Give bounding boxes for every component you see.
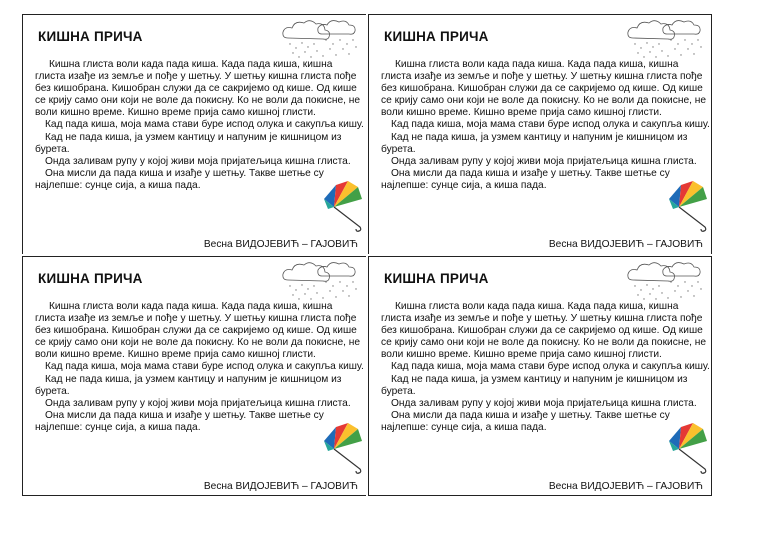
story-paragraph: Онда заливам рупу у којој живи моја пријатељица кишна глиста. [45,397,351,409]
story-paragraph: Кад не пада киша, ја узмем кантицу и напуним је кишницом из бурета. [381,373,688,397]
umbrella-icon [320,419,364,475]
story-body [35,59,365,192]
story-title: КИШНА ПРИЧА [38,271,143,286]
story-paragraph: Кишна глиста воли када пада киша. Када пада киша, кишна глиста изађе из земље и пође у шетњу. У шетњу кишна глиста пође без кишобрана. Кишобран служи да се сакријемо од кише. Од кише се крију само они који не воле да покисну. Ко не воли да покисне, не воли кишно време. Кишно време прија само кишној глисти. [35,59,361,119]
story-body [35,301,365,434]
story-paragraph: Кад пада киша, моја мама стави буре испод олука и сакупља кишу. [45,361,364,373]
story-card-1 [22,14,366,254]
rain-cloud-icon [278,18,362,62]
rain-cloud-icon [623,260,707,304]
story-body [381,59,711,192]
story-card-3 [22,256,366,496]
story-title: КИШНА ПРИЧА [384,29,489,44]
story-author: Весна ВИДОЈЕВИЋ – ГАЈОВИЋ [203,481,358,492]
story-card-4 [368,256,712,496]
story-paragraph: Кад пада киша, моја мама стави буре испод олука и сакупља кишу. [391,119,710,131]
story-paragraph: Кишна глиста воли када пада киша. Када пада киша, кишна глиста изађе из земље и пође у шетњу. У шетњу кишна глиста пође без кишобрана. Кишобран служи да се сакријемо од кише. Од кише се крију само они који не воле да покисну. Ко не воли да покисне, не воли кишно време. Кишно време прија само кишној глисти. [381,59,707,119]
story-body [381,301,711,434]
story-author: Весна ВИДОЈЕВИЋ – ГАЈОВИЋ [548,481,703,492]
print-sheet [22,14,714,498]
story-paragraph: Онда заливам рупу у којој живи моја пријатељица кишна глиста. [391,155,697,167]
umbrella-icon [320,177,364,233]
story-paragraph: Кишна глиста воли када пада киша. Када пада киша, кишна глиста изађе из земље и пође у шетњу. У шетњу кишна глиста пође без кишобрана. Кишобран служи да се сакријемо од кише. Од кише се крију само они који не воле да покисну. Ко не воли да покисне, не воли кишно време. Кишно време прија само кишној глисти. [35,301,361,361]
story-paragraph: Кад не пада киша, ја узмем кантицу и напуним је кишницом из бурета. [35,131,342,155]
story-paragraph: Кишна глиста воли када пада киша. Када пада киша, кишна глиста изађе из земље и пође у шетњу. У шетњу кишна глиста пође без кишобрана. Кишобран служи да се сакријемо од кише. Од кише се крију само они који не воле да покисну. Ко не воли да покисне, не воли кишно време. Кишно време прија само кишној глисти. [381,301,707,361]
story-paragraph: Она мисли да пада киша и изађе у шетњу. Такве шетње су најлепше: сунце сија, а киша пада. [35,167,324,191]
story-paragraph: Онда заливам рупу у којој живи моја пријатељица кишна глиста. [45,155,351,167]
story-author: Весна ВИДОЈЕВИЋ – ГАЈОВИЋ [203,239,358,250]
story-author: Весна ВИДОЈЕВИЋ – ГАЈОВИЋ [548,239,703,250]
rain-cloud-icon [278,260,362,304]
story-title: КИШНА ПРИЧА [38,29,143,44]
rain-cloud-icon [623,18,707,62]
story-title: КИШНА ПРИЧА [384,271,489,286]
story-paragraph: Кад не пада киша, ја узмем кантицу и напуним је кишницом из бурета. [381,131,688,155]
story-paragraph: Кад пада киша, моја мама стави буре испод олука и сакупља кишу. [391,361,710,373]
story-card-2 [368,14,712,254]
story-paragraph: Она мисли да пада киша и изађе у шетњу. Такве шетње су најлепше: сунце сија, а киша пада. [381,409,670,433]
story-paragraph: Она мисли да пада киша и изађе у шетњу. Такве шетње су најлепше: сунце сија, а киша пада. [381,167,670,191]
story-paragraph: Кад не пада киша, ја узмем кантицу и напуним је кишницом из бурета. [35,373,342,397]
story-paragraph: Кад пада киша, моја мама стави буре испод олука и сакупља кишу. [45,119,364,131]
story-paragraph: Она мисли да пада киша и изађе у шетњу. Такве шетње су најлепше: сунце сија, а киша пада. [35,409,324,433]
umbrella-icon [665,177,709,233]
story-paragraph: Онда заливам рупу у којој живи моја пријатељица кишна глиста. [391,397,697,409]
umbrella-icon [665,419,709,475]
